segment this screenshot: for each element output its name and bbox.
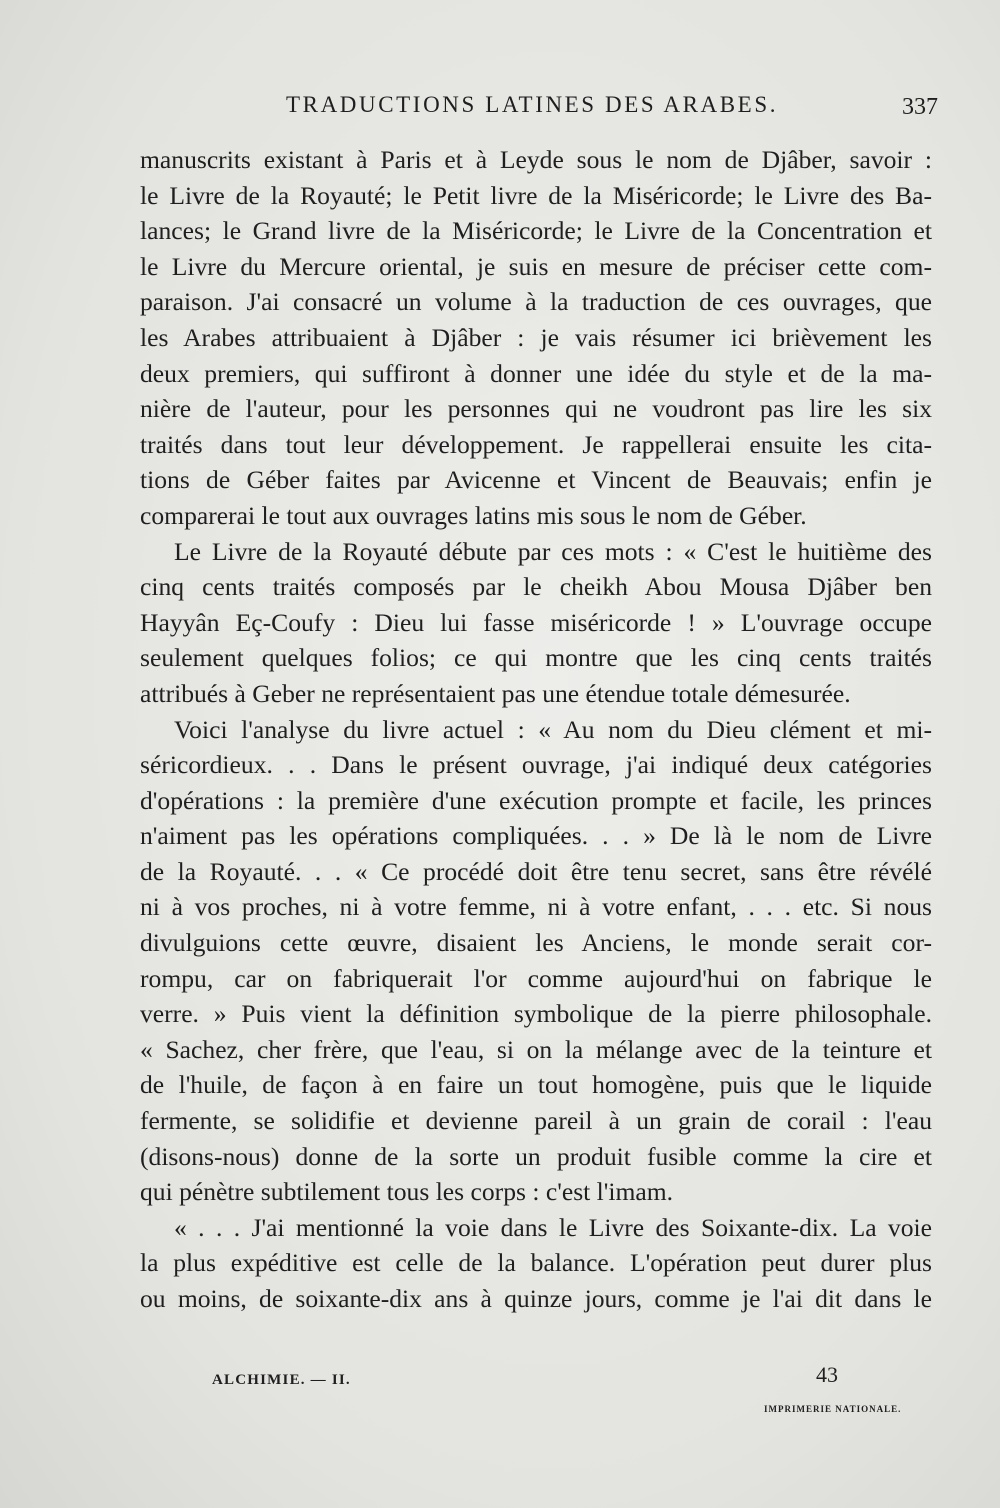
text-line: de la Royauté. . . « Ce procédé doit être tenu secret, sans être révélé: [140, 856, 932, 886]
text-line: ni à vos proches, ni à votre femme, ni à votre enfant, . . . etc. Si nous: [140, 892, 932, 922]
text-line: attribués à Geber ne représentaient pas une étendue totale démesurée.: [140, 678, 851, 708]
text-line: Hayyân Eç-Coufy : Dieu lui fasse miséricorde ! » L'ouvrage occupe: [140, 607, 932, 637]
printer-imprint: IMPRIMERIE NATIONALE.: [764, 1404, 902, 1414]
signature-mark: ALCHIMIE. — II.: [212, 1372, 351, 1388]
text-line: divulguions cette œuvre, disaient les Anciens, le monde serait cor-: [140, 928, 932, 958]
text-line: la plus expéditive est celle de la balance. L'opération peut durer plus: [140, 1248, 932, 1278]
text-line: de l'huile, de façon à en faire un tout homogène, puis que le liquide: [140, 1070, 932, 1100]
text-line: nière de l'auteur, pour les personnes qui ne voudront pas lire les six: [140, 394, 932, 424]
text-line: rompu, car on fabriquerait l'or comme aujourd'hui on fabrique le: [140, 963, 932, 993]
text-line: verre. » Puis vient la définition symbolique de la pierre philosophale.: [140, 999, 932, 1029]
text-line: tions de Géber faites par Avicenne et Vincent de Beauvais; enfin je: [140, 465, 932, 495]
sheet-number: 43: [816, 1362, 838, 1387]
page-footer: [212, 1362, 912, 1422]
text-line: le Livre de la Royauté; le Petit livre de la Miséricorde; le Livre des Ba-: [140, 180, 932, 210]
text-line: « . . . J'ai mentionné la voie dans le Livre des Soixante-dix. La voie: [174, 1212, 932, 1242]
text-line: manuscrits existant à Paris et à Leyde sous le nom de Djâber, savoir :: [140, 145, 932, 174]
text-line: ou moins, de soixante-dix ans à quinze jours, comme je l'ai dit dans le: [140, 1284, 932, 1313]
text-line: qui pénètre subtilement tous les corps : c'est l'imam.: [140, 1177, 674, 1207]
page-header: [148, 92, 938, 132]
text-line: deux premiers, qui suffiront à donner une idée du style et de la ma-: [140, 358, 932, 388]
text-line: comparerai le tout aux ouvrages latins mis sous le nom de Géber.: [140, 500, 807, 530]
text-line: (disons-nous) donne de la sorte un produit fusible comme la cire et: [140, 1141, 932, 1171]
text-line: paraison. J'ai consacré un volume à la traduction de ces ouvrages, que: [140, 287, 932, 317]
text-line: cinq cents traités composés par le cheikh Abou Mousa Djâber ben: [140, 572, 932, 602]
text-line: « Sachez, cher frère, que l'eau, si on la mélange avec de la teinture et: [140, 1034, 932, 1064]
text-line: le Livre du Mercure oriental, je suis en mesure de préciser cette com-: [140, 251, 932, 281]
text-line: seulement quelques folios; ce qui montre que les cinq cents traités: [140, 643, 932, 673]
text-line: lances; le Grand livre de la Miséricorde; le Livre de la Concentration et: [140, 216, 932, 246]
text-line: séricordieux. . . Dans le présent ouvrage, j'ai indiqué deux catégories: [140, 750, 932, 780]
running-title: TRADUCTIONS LATINES DES ARABES.: [286, 92, 779, 117]
text-line: fermente, se solidifie et devienne pareil à un grain de corail : l'eau: [140, 1106, 932, 1136]
text-line: n'aiment pas les opérations compliquées. . . » De là le nom de Livre: [140, 821, 932, 851]
text-line: les Arabes attribuaient à Djâber : je vais résumer ici brièvement les: [140, 322, 932, 352]
text-line: d'opérations : la première d'une exécution prompte et facile, les princes: [140, 785, 932, 815]
text-line: Voici l'analyse du livre actuel : « Au nom du Dieu clément et mi-: [174, 714, 932, 744]
text-line: Le Livre de la Royauté débute par ces mots : « C'est le huitième des: [174, 536, 932, 566]
body-text: [140, 142, 932, 1317]
text-line: traités dans tout leur développement. Je rappellerai ensuite les cita-: [140, 429, 932, 459]
page-number: 337: [902, 94, 938, 120]
